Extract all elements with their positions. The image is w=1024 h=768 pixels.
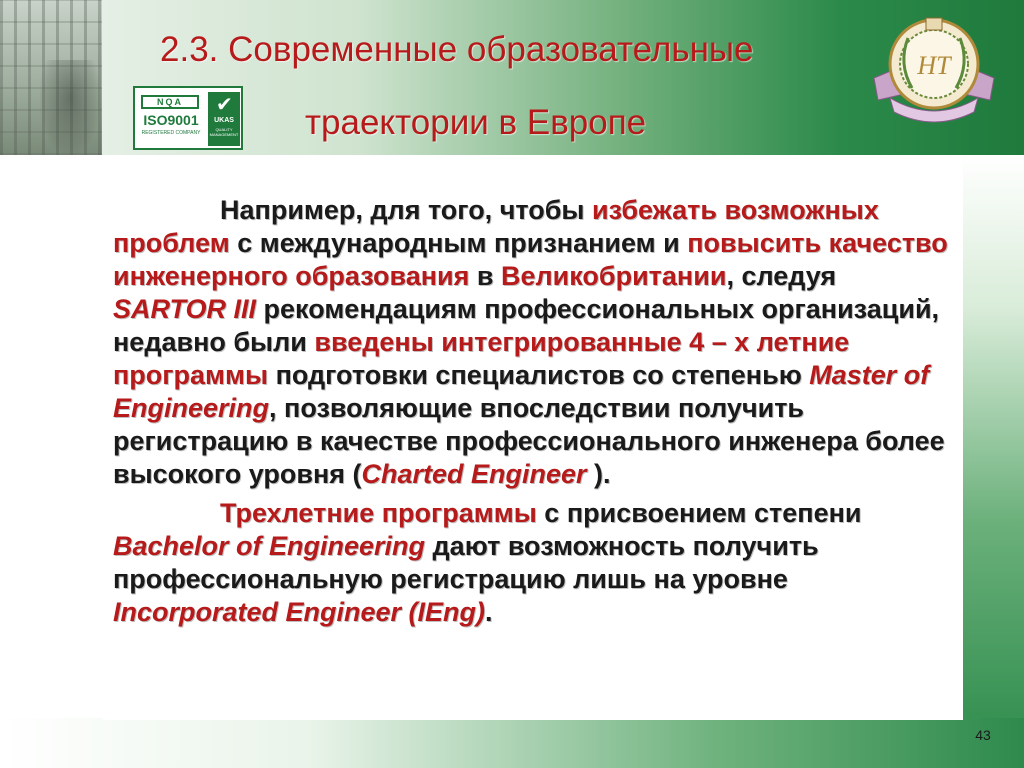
- right-green-band: [962, 155, 1024, 768]
- registered-label: REGISTERED COMPANY: [141, 130, 201, 136]
- ukas-label: UKAS: [214, 117, 234, 124]
- italic-term: Charted Engineer: [361, 459, 595, 489]
- text-segment: с присвоением степени: [536, 498, 862, 528]
- text-segment: рекомендациям профессиональных организаций, недавно были: [113, 294, 940, 357]
- page-number: 43: [975, 727, 991, 743]
- checkmark-icon: ✔: [216, 94, 233, 116]
- slide-body: [113, 194, 953, 635]
- italic-term: Bachelor of Engineering: [113, 531, 426, 561]
- text-segment: в: [469, 261, 501, 291]
- highlight-text: введены интегрированные 4 – х летние программы: [113, 327, 850, 390]
- highlight-text: Великобритании: [501, 261, 727, 291]
- text-segment: , следуя: [726, 261, 837, 291]
- text-segment: подготовки специалистов со степенью: [268, 360, 810, 390]
- highlight-text: избежать возможных проблем: [113, 195, 879, 258]
- nqa-logo: NQA: [141, 95, 199, 109]
- building-photo: [0, 0, 102, 155]
- ukas-badge: [208, 92, 240, 146]
- iso-certificate-logo: [133, 86, 243, 150]
- ukas-sub-label: QUALITY MANAGEMENT: [209, 127, 239, 137]
- text-segment: , позволяющие впоследствии получить регистрацию в качестве профессионального инженера более высокого уровня (: [113, 393, 945, 489]
- text-segment: ).: [594, 459, 611, 489]
- bottom-green-band: [0, 718, 1024, 768]
- paragraph-1: [113, 194, 953, 491]
- italic-term: SARTOR III: [113, 294, 257, 324]
- slide-title-line2: траектории в Европе: [305, 103, 647, 142]
- italic-term: Master of Engineering: [113, 360, 930, 423]
- tree-shadow: [40, 60, 100, 155]
- svg-text:HT: HT: [917, 51, 951, 80]
- text-segment: Например, для того, чтобы: [220, 195, 592, 225]
- highlight-text: повысить качество инженерного образования: [113, 228, 948, 291]
- university-seal-logo: [868, 8, 1000, 132]
- highlight-text: Трехлетние программы: [220, 498, 537, 528]
- iso-label: ISO9001: [143, 112, 199, 128]
- text-segment: дают возможность получить профессиональную регистрацию лишь на уровне: [113, 531, 819, 594]
- slide-title-line1: 2.3. Современные образовательные: [160, 30, 754, 69]
- text-segment: .: [485, 597, 493, 627]
- paragraph-2: [113, 497, 953, 629]
- text-segment: с международным признанием и: [229, 228, 688, 258]
- italic-term: Incorporated Engineer (IEng): [113, 597, 486, 627]
